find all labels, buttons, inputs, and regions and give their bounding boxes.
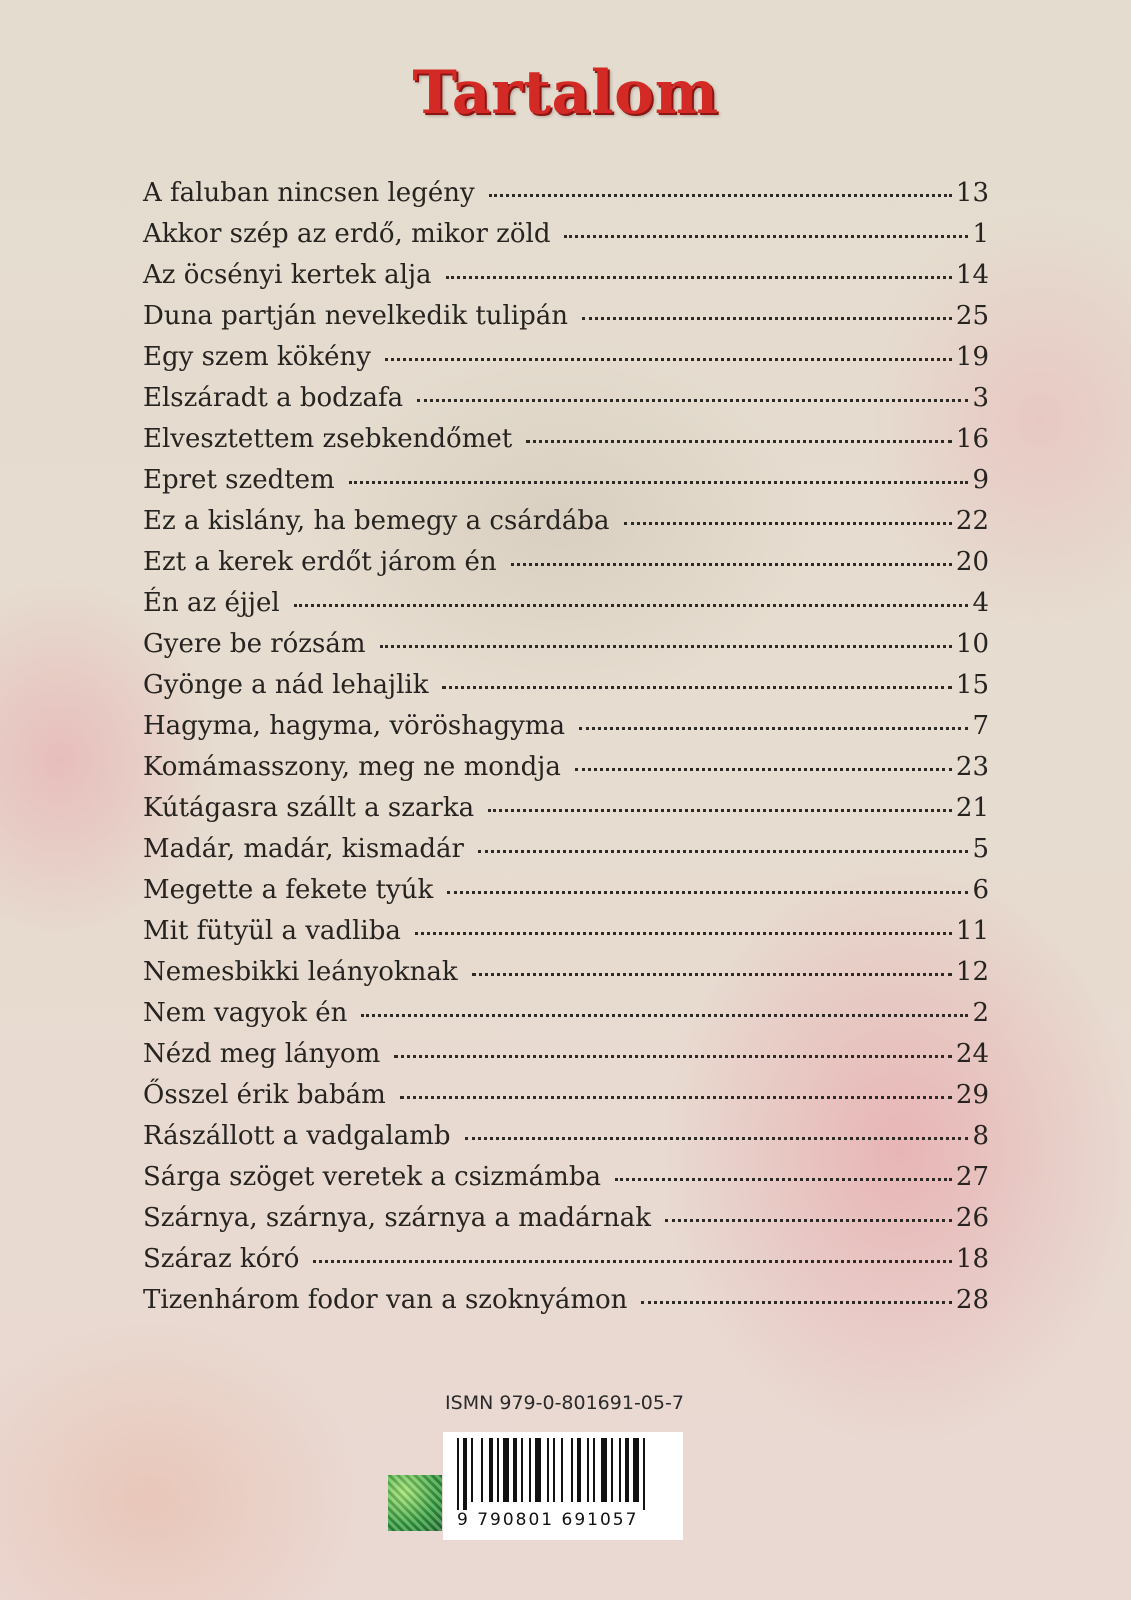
toc-leader-dots bbox=[400, 1096, 952, 1099]
toc-leader-dots bbox=[394, 1055, 952, 1058]
toc-entry-page: 13 bbox=[955, 178, 989, 208]
toc-entry-page: 4 bbox=[972, 588, 989, 618]
toc-entry-title: Én az éjjel bbox=[143, 588, 280, 618]
barcode-bar bbox=[547, 1438, 549, 1502]
toc-entry-page: 15 bbox=[955, 670, 989, 700]
toc-entry-title: Tizenhárom fodor van a szoknyámon bbox=[143, 1285, 628, 1315]
toc-entry bbox=[143, 465, 989, 506]
page-title: Tartalom bbox=[412, 58, 719, 128]
toc-leader-dots bbox=[665, 1219, 952, 1222]
toc-entry bbox=[143, 178, 989, 219]
barcode-bar bbox=[601, 1438, 607, 1502]
barcode-bar bbox=[587, 1438, 589, 1502]
table-of-contents bbox=[143, 178, 989, 1326]
toc-entry bbox=[143, 1285, 989, 1326]
toc-entry bbox=[143, 383, 989, 424]
barcode-bar bbox=[553, 1438, 555, 1502]
toc-leader-dots bbox=[472, 973, 952, 976]
toc-entry-title: Epret szedtem bbox=[143, 465, 335, 495]
toc-entry bbox=[143, 752, 989, 793]
toc-entry bbox=[143, 1039, 989, 1080]
toc-leader-dots bbox=[349, 481, 969, 484]
toc-entry-page: 9 bbox=[972, 465, 989, 495]
toc-entry-title: Nézd meg lányom bbox=[143, 1039, 381, 1069]
toc-leader-dots bbox=[361, 1014, 968, 1017]
toc-entry-title: A faluban nincsen legény bbox=[143, 178, 475, 208]
toc-entry-title: Madár, madár, kismadár bbox=[143, 834, 464, 864]
barcode-bar bbox=[457, 1438, 459, 1510]
toc-leader-dots bbox=[415, 932, 952, 935]
toc-leader-dots bbox=[442, 686, 951, 689]
toc-entry bbox=[143, 916, 989, 957]
toc-entry-page: 1 bbox=[972, 219, 989, 249]
toc-leader-dots bbox=[447, 891, 968, 894]
toc-entry bbox=[143, 1162, 989, 1203]
toc-entry-title: Kútágasra szállt a szarka bbox=[143, 793, 475, 823]
toc-leader-dots bbox=[526, 440, 952, 443]
toc-entry-page: 29 bbox=[955, 1080, 989, 1110]
toc-entry bbox=[143, 670, 989, 711]
toc-entry bbox=[143, 875, 989, 916]
toc-entry-title: Mit fütyül a vadliba bbox=[143, 916, 401, 946]
barcode-bar bbox=[571, 1438, 573, 1502]
toc-leader-dots bbox=[478, 850, 969, 853]
toc-entry bbox=[143, 957, 989, 998]
toc-entry bbox=[143, 301, 989, 342]
toc-entry bbox=[143, 629, 989, 670]
toc-entry bbox=[143, 711, 989, 752]
barcode-number: 9 790801 691057 bbox=[457, 1510, 639, 1530]
toc-leader-dots bbox=[385, 358, 952, 361]
toc-entry-page: 12 bbox=[955, 957, 989, 987]
toc-entry-title: Akkor szép az erdő, mikor zöld bbox=[143, 219, 551, 249]
toc-entry-page: 28 bbox=[955, 1285, 989, 1315]
toc-entry bbox=[143, 834, 989, 875]
toc-leader-dots bbox=[575, 768, 952, 771]
barcode-bar bbox=[619, 1438, 621, 1502]
toc-entry-page: 19 bbox=[955, 342, 989, 372]
barcode-bar bbox=[643, 1438, 645, 1510]
toc-leader-dots bbox=[489, 194, 952, 197]
toc-leader-dots bbox=[582, 317, 952, 320]
barcode-bar bbox=[593, 1438, 595, 1502]
barcode-bar bbox=[471, 1438, 473, 1502]
toc-entry-title: Egy szem kökény bbox=[143, 342, 371, 372]
toc-entry-title: Megette a fekete tyúk bbox=[143, 875, 434, 905]
toc-leader-dots bbox=[313, 1260, 952, 1263]
barcode-bar bbox=[497, 1438, 499, 1502]
barcode-bar bbox=[535, 1438, 541, 1502]
toc-entry-page: 18 bbox=[955, 1244, 989, 1274]
toc-entry-page: 11 bbox=[955, 916, 989, 946]
toc-entry-page: 21 bbox=[955, 793, 989, 823]
toc-entry-title: Elvesztettem zsebkendőmet bbox=[143, 424, 513, 454]
barcode bbox=[443, 1432, 683, 1540]
barcode-bar bbox=[489, 1438, 493, 1502]
toc-entry-title: Nemesbikki leányoknak bbox=[143, 957, 458, 987]
toc-entry bbox=[143, 1080, 989, 1121]
toc-entry-page: 24 bbox=[955, 1039, 989, 1069]
toc-entry bbox=[143, 342, 989, 383]
toc-entry bbox=[143, 588, 989, 629]
toc-entry-title: Sárga szöget veretek a csizmámba bbox=[143, 1162, 601, 1192]
toc-entry-page: 10 bbox=[955, 629, 989, 659]
toc-leader-dots bbox=[579, 727, 968, 730]
toc-entry bbox=[143, 219, 989, 260]
barcode-bar bbox=[577, 1438, 581, 1502]
toc-entry-page: 22 bbox=[955, 506, 989, 536]
toc-leader-dots bbox=[380, 645, 952, 648]
toc-entry-title: Ez a kislány, ha bemegy a csárdába bbox=[143, 506, 610, 536]
toc-leader-dots bbox=[446, 276, 952, 279]
toc-entry-title: Szárnya, szárnya, szárnya a madárnak bbox=[143, 1203, 652, 1233]
toc-entry-title: Komámasszony, meg ne mondja bbox=[143, 752, 561, 782]
toc-leader-dots bbox=[641, 1301, 952, 1304]
toc-entry-page: 3 bbox=[972, 383, 989, 413]
toc-entry-page: 8 bbox=[972, 1121, 989, 1151]
toc-entry bbox=[143, 547, 989, 588]
barcode-bar bbox=[611, 1438, 613, 1502]
ismn-label: ISMN 979-0-801691-05-7 bbox=[445, 1392, 684, 1414]
toc-entry bbox=[143, 424, 989, 465]
toc-entry-page: 5 bbox=[972, 834, 989, 864]
toc-leader-dots bbox=[564, 235, 968, 238]
toc-leader-dots bbox=[488, 809, 952, 812]
toc-entry bbox=[143, 1203, 989, 1244]
barcode-bar bbox=[633, 1438, 639, 1502]
toc-entry-page: 26 bbox=[955, 1203, 989, 1233]
toc-entry-page: 7 bbox=[972, 711, 989, 741]
toc-entry-page: 27 bbox=[955, 1162, 989, 1192]
toc-entry-page: 23 bbox=[955, 752, 989, 782]
toc-entry-title: Gyere be rózsám bbox=[143, 629, 366, 659]
toc-leader-dots bbox=[624, 522, 952, 525]
toc-leader-dots bbox=[615, 1178, 952, 1181]
barcode-bar bbox=[561, 1438, 563, 1502]
toc-entry bbox=[143, 1244, 989, 1285]
barcode-bar bbox=[513, 1438, 517, 1502]
barcode-bar bbox=[481, 1438, 483, 1502]
hologram-sticker bbox=[388, 1475, 442, 1531]
toc-entry-page: 20 bbox=[955, 547, 989, 577]
toc-entry-page: 2 bbox=[972, 998, 989, 1028]
toc-entry bbox=[143, 1121, 989, 1162]
toc-entry-title: Hagyma, hagyma, vöröshagyma bbox=[143, 711, 565, 741]
toc-entry bbox=[143, 998, 989, 1039]
toc-leader-dots bbox=[417, 399, 968, 402]
toc-leader-dots bbox=[511, 563, 952, 566]
toc-entry-page: 25 bbox=[955, 301, 989, 331]
barcode-bar bbox=[529, 1438, 531, 1502]
toc-entry-title: Duna partján nevelkedik tulipán bbox=[143, 301, 569, 331]
barcode-bar bbox=[503, 1438, 509, 1502]
toc-entry-title: Ezt a kerek erdőt járom én bbox=[143, 547, 497, 577]
toc-entry bbox=[143, 260, 989, 301]
toc-entry-page: 6 bbox=[972, 875, 989, 905]
toc-entry-title: Gyönge a nád lehajlik bbox=[143, 670, 429, 700]
barcode-bars bbox=[457, 1438, 663, 1510]
toc-entry-page: 14 bbox=[955, 260, 989, 290]
barcode-bar bbox=[521, 1438, 523, 1502]
toc-leader-dots bbox=[294, 604, 969, 607]
toc-entry-title: Nem vagyok én bbox=[143, 998, 348, 1028]
toc-entry-page: 16 bbox=[955, 424, 989, 454]
toc-entry-title: Száraz kóró bbox=[143, 1244, 300, 1274]
toc-entry bbox=[143, 506, 989, 547]
barcode-bar bbox=[625, 1438, 629, 1502]
toc-entry-title: Rászállott a vadgalamb bbox=[143, 1121, 451, 1151]
barcode-bar bbox=[463, 1438, 467, 1510]
toc-entry bbox=[143, 793, 989, 834]
toc-leader-dots bbox=[465, 1137, 969, 1140]
toc-entry-title: Ősszel érik babám bbox=[143, 1080, 386, 1110]
toc-entry-title: Az öcsényi kertek alja bbox=[143, 260, 432, 290]
toc-entry-title: Elszáradt a bodzafa bbox=[143, 383, 404, 413]
